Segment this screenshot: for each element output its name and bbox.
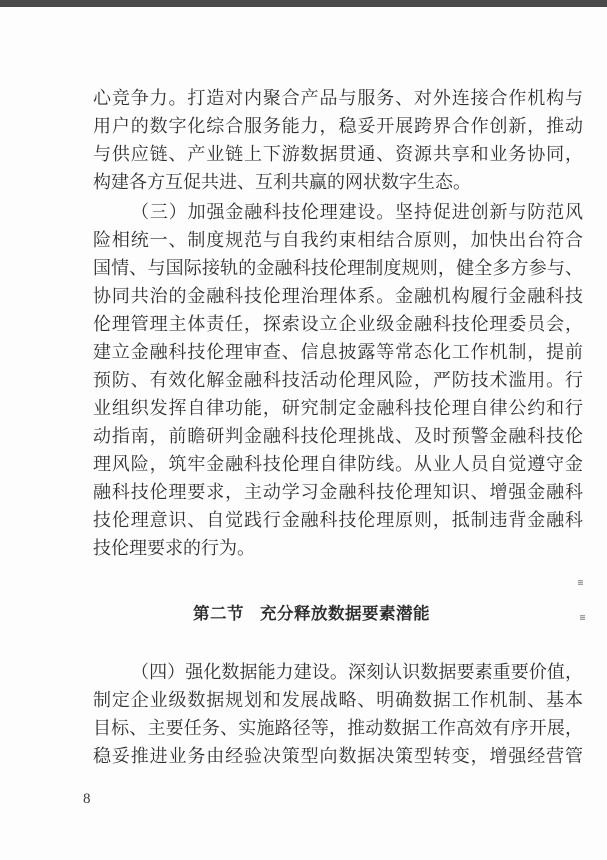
body-text-line: 理风险，筑牢金融科技伦理自律防线。从业人员自觉遵守金 bbox=[93, 454, 583, 474]
body-text-line: 国情、与国际接轨的金融科技伦理制度规则，健全多方参与、 bbox=[93, 258, 583, 278]
section-heading bbox=[93, 600, 583, 628]
body-text-line: 建立金融科技伦理审查、信息披露等常态化工作机制，提前 bbox=[93, 342, 583, 362]
body-text-line: 险相统一、制度规范与自我约束相结合原则，加快出台符合 bbox=[93, 230, 583, 250]
body-text-line: （三）加强金融科技伦理建设。坚持促进创新与防范风 bbox=[131, 202, 583, 222]
paragraph-data-capability bbox=[93, 658, 583, 770]
body-text-line: 协同共治的金融科技伦理治理体系。金融机构履行金融科技 bbox=[93, 286, 583, 306]
body-text-line: 目标、主要任务、实施路径等，推动数据工作高效有序开展， bbox=[93, 718, 583, 738]
body-text-line: 技伦理要求的行为。 bbox=[93, 538, 255, 558]
scan-edge-band bbox=[0, 0, 607, 7]
body-text-line: 心竞争力。打造对内聚合产品与服务、对外连接合作机构与 bbox=[93, 88, 583, 108]
body-text-line: 技伦理意识、自觉践行金融科技伦理原则，抵制违背金融科 bbox=[93, 510, 583, 530]
body-text-line: （四）强化数据能力建设。深刻认识数据要素重要价值， bbox=[131, 662, 583, 682]
section-heading-title: 充分释放数据要素潜能 bbox=[260, 604, 430, 623]
body-text-line: 制定企业级数据规划和发展战略、明确数据工作机制、基本 bbox=[93, 690, 583, 710]
section-heading-number: 第二节 bbox=[193, 604, 244, 623]
page-content bbox=[93, 84, 583, 770]
body-text-line: 融科技伦理要求，主动学习金融科技伦理知识、增强金融科 bbox=[93, 482, 583, 502]
body-text-line: 动指南，前瞻研判金融科技伦理挑战、及时预警金融科技伦 bbox=[93, 426, 583, 446]
body-text-line: 业组织发挥自律功能，研究制定金融科技伦理自律公约和行 bbox=[93, 398, 583, 418]
body-text-line: 预防、有效化解金融科技活动伦理风险，严防技术滥用。行 bbox=[93, 370, 583, 390]
body-text-line: 稳妥推进业务由经验决策型向数据决策型转变，增强经营管 bbox=[93, 746, 583, 766]
scan-speck bbox=[578, 580, 583, 585]
scan-speck bbox=[580, 615, 585, 620]
paragraph-digital-ecosystem bbox=[93, 84, 583, 196]
body-text-line: 构建各方互促共进、互利共赢的网状数字生态。 bbox=[93, 172, 471, 192]
paragraph-fintech-ethics bbox=[93, 198, 583, 562]
body-text-line: 伦理管理主体责任，探索设立企业级金融科技伦理委员会， bbox=[93, 314, 583, 334]
page-number: 8 bbox=[83, 791, 91, 807]
body-text-line: 与供应链、产业链上下游数据贯通、资源共享和业务协同， bbox=[93, 144, 583, 164]
body-text-line: 用户的数字化综合服务能力，稳妥开展跨界合作创新，推动 bbox=[93, 116, 583, 136]
